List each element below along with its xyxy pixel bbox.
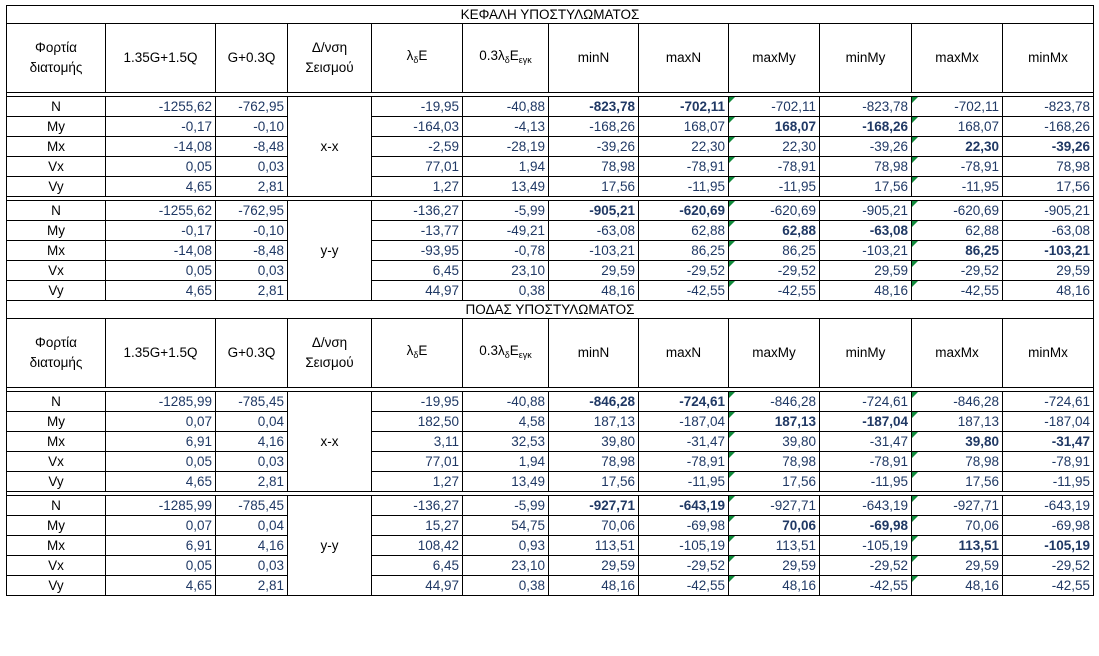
- value-cell: 86,25: [912, 241, 1003, 261]
- value-cell: -168,26: [549, 117, 639, 137]
- header-lambda-e: [372, 319, 463, 388]
- value-cell: -39,26: [549, 137, 639, 157]
- section-title-row: [7, 6, 1094, 24]
- value-cell: -187,04: [1003, 412, 1094, 432]
- table-row: [7, 261, 1094, 281]
- value-cell: 6,91: [106, 536, 216, 556]
- value-cell: 113,51: [912, 536, 1003, 556]
- value-cell: 0,07: [106, 412, 216, 432]
- value-cell: 4,65: [106, 177, 216, 197]
- value-cell: -927,71: [912, 496, 1003, 516]
- header-max-my: maxMy: [729, 319, 820, 388]
- value-cell: -927,71: [729, 496, 820, 516]
- value-cell: -78,91: [729, 157, 820, 177]
- value-cell: 48,16: [820, 281, 912, 301]
- header-lambda-pre: λ: [406, 343, 414, 358]
- value-cell: -620,69: [639, 201, 729, 221]
- row-label: Mx: [7, 432, 106, 452]
- value-cell: 17,56: [820, 177, 912, 197]
- direction-cell: x-x: [288, 392, 372, 492]
- value-cell: 23,10: [463, 556, 549, 576]
- row-label: Vx: [7, 261, 106, 281]
- value-cell: 86,25: [729, 241, 820, 261]
- value-cell: 29,59: [729, 556, 820, 576]
- value-cell: -63,08: [820, 221, 912, 241]
- value-cell: 6,91: [106, 432, 216, 452]
- value-cell: 17,56: [912, 472, 1003, 492]
- header-max-n: maxN: [639, 24, 729, 93]
- header-row: [7, 24, 1094, 93]
- value-cell: 2,81: [216, 177, 288, 197]
- value-cell: 39,80: [729, 432, 820, 452]
- value-cell: -724,61: [1003, 392, 1094, 412]
- header-direction-line1: Δ/νση: [311, 40, 348, 55]
- value-cell: -11,95: [912, 177, 1003, 197]
- value-cell: 1,94: [463, 157, 549, 177]
- row-label: N: [7, 496, 106, 516]
- header-lambda-sub: δ: [413, 350, 419, 360]
- value-cell: -69,98: [820, 516, 912, 536]
- value-cell: -11,95: [639, 472, 729, 492]
- row-label: N: [7, 392, 106, 412]
- value-cell: 77,01: [372, 157, 463, 177]
- value-cell: -620,69: [729, 201, 820, 221]
- row-label: Vx: [7, 556, 106, 576]
- value-cell: -1255,62: [106, 201, 216, 221]
- value-cell: 168,07: [912, 117, 1003, 137]
- value-cell: 1,27: [372, 177, 463, 197]
- value-cell: -103,21: [549, 241, 639, 261]
- table-row: [7, 117, 1094, 137]
- value-cell: -11,95: [639, 177, 729, 197]
- value-cell: -8,48: [216, 137, 288, 157]
- row-label: Vy: [7, 576, 106, 596]
- header-min-mx: minMx: [1003, 319, 1094, 388]
- value-cell: 168,07: [639, 117, 729, 137]
- header-direction: [288, 319, 372, 388]
- value-cell: -19,95: [372, 392, 463, 412]
- direction-cell: x-x: [288, 97, 372, 197]
- table-row: [7, 157, 1094, 177]
- value-cell: -42,55: [639, 576, 729, 596]
- header-ortho-sub: δ: [504, 350, 510, 360]
- row-label: Vy: [7, 472, 106, 492]
- value-cell: -785,45: [216, 392, 288, 412]
- header-max-mx: maxMx: [912, 24, 1003, 93]
- value-cell: 78,98: [1003, 157, 1094, 177]
- value-cell: -78,91: [912, 157, 1003, 177]
- value-cell: -40,88: [463, 97, 549, 117]
- value-cell: -702,11: [729, 97, 820, 117]
- value-cell: -0,17: [106, 117, 216, 137]
- value-cell: -5,99: [463, 201, 549, 221]
- row-label: My: [7, 412, 106, 432]
- header-combo-seismic: G+0.3Q: [216, 319, 288, 388]
- header-loads-line1: Φορτία: [35, 40, 77, 55]
- header-ortho-sub: δ: [504, 55, 510, 65]
- value-cell: -63,08: [549, 221, 639, 241]
- header-min-my: minMy: [820, 24, 912, 93]
- value-cell: -105,19: [820, 536, 912, 556]
- value-cell: -29,52: [729, 261, 820, 281]
- section-title-row: [7, 301, 1094, 319]
- value-cell: -39,26: [1003, 137, 1094, 157]
- value-cell: 0,03: [216, 556, 288, 576]
- value-cell: -724,61: [820, 392, 912, 412]
- header-ortho-post: E: [509, 48, 519, 63]
- value-cell: -69,98: [1003, 516, 1094, 536]
- value-cell: -63,08: [1003, 221, 1094, 241]
- value-cell: 187,13: [549, 412, 639, 432]
- value-cell: -31,47: [820, 432, 912, 452]
- value-cell: 4,65: [106, 281, 216, 301]
- value-cell: -927,71: [549, 496, 639, 516]
- header-ortho-sub2: εγκ: [518, 55, 532, 65]
- value-cell: -42,55: [1003, 576, 1094, 596]
- value-cell: -846,28: [912, 392, 1003, 412]
- header-max-mx: maxMx: [912, 319, 1003, 388]
- value-cell: -620,69: [912, 201, 1003, 221]
- header-combo-uls: 1.35G+1.5Q: [106, 319, 216, 388]
- table-row: [7, 221, 1094, 241]
- header-lambda-e-ortho: [463, 24, 549, 93]
- value-cell: 113,51: [729, 536, 820, 556]
- value-cell: 17,56: [549, 472, 639, 492]
- value-cell: 62,88: [639, 221, 729, 241]
- header-max-my: maxMy: [729, 24, 820, 93]
- value-cell: 4,65: [106, 576, 216, 596]
- value-cell: 0,04: [216, 412, 288, 432]
- value-cell: -2,59: [372, 137, 463, 157]
- value-cell: 6,45: [372, 556, 463, 576]
- value-cell: -823,78: [1003, 97, 1094, 117]
- table-row: [7, 281, 1094, 301]
- header-direction: [288, 24, 372, 93]
- value-cell: 13,49: [463, 472, 549, 492]
- value-cell: -8,48: [216, 241, 288, 261]
- value-cell: 2,81: [216, 472, 288, 492]
- value-cell: 23,10: [463, 261, 549, 281]
- value-cell: -702,11: [912, 97, 1003, 117]
- value-cell: 187,13: [729, 412, 820, 432]
- value-cell: -643,19: [820, 496, 912, 516]
- value-cell: 0,93: [463, 536, 549, 556]
- row-label: Vx: [7, 452, 106, 472]
- value-cell: 62,88: [729, 221, 820, 241]
- value-cell: 78,98: [549, 157, 639, 177]
- value-cell: -0,78: [463, 241, 549, 261]
- direction-cell: y-y: [288, 201, 372, 301]
- value-cell: -823,78: [820, 97, 912, 117]
- value-cell: 22,30: [912, 137, 1003, 157]
- value-cell: -42,55: [912, 281, 1003, 301]
- value-cell: -93,95: [372, 241, 463, 261]
- value-cell: -105,19: [639, 536, 729, 556]
- value-cell: -29,52: [639, 556, 729, 576]
- value-cell: 2,81: [216, 281, 288, 301]
- value-cell: -905,21: [549, 201, 639, 221]
- value-cell: 29,59: [1003, 261, 1094, 281]
- value-cell: -187,04: [639, 412, 729, 432]
- value-cell: 86,25: [639, 241, 729, 261]
- header-combo-uls: 1.35G+1.5Q: [106, 24, 216, 93]
- header-lambda-sub: δ: [413, 55, 419, 65]
- value-cell: -105,19: [1003, 536, 1094, 556]
- value-cell: -168,26: [820, 117, 912, 137]
- value-cell: 48,16: [549, 281, 639, 301]
- header-min-mx: minMx: [1003, 24, 1094, 93]
- value-cell: 0,05: [106, 556, 216, 576]
- value-cell: -42,55: [729, 281, 820, 301]
- value-cell: 29,59: [549, 556, 639, 576]
- value-cell: 44,97: [372, 576, 463, 596]
- value-cell: -29,52: [639, 261, 729, 281]
- value-cell: 0,05: [106, 452, 216, 472]
- table-row: [7, 201, 1094, 221]
- header-max-n: maxN: [639, 319, 729, 388]
- row-label: N: [7, 201, 106, 221]
- load-combinations-table: [6, 5, 1094, 596]
- row-label: Vy: [7, 281, 106, 301]
- header-lambda-e-ortho: [463, 319, 549, 388]
- value-cell: 15,27: [372, 516, 463, 536]
- value-cell: -78,91: [639, 452, 729, 472]
- section-title: ΠΟΔΑΣ ΥΠΟΣΤΥΛΩΜΑΤΟΣ: [7, 301, 1094, 319]
- header-ortho-pre: 0.3λ: [479, 343, 505, 358]
- value-cell: -28,19: [463, 137, 549, 157]
- value-cell: 4,16: [216, 432, 288, 452]
- value-cell: 78,98: [820, 157, 912, 177]
- value-cell: -0,10: [216, 117, 288, 137]
- value-cell: 48,16: [729, 576, 820, 596]
- value-cell: -11,95: [729, 177, 820, 197]
- header-row: [7, 319, 1094, 388]
- header-loads-line1: Φορτία: [35, 335, 77, 350]
- value-cell: 70,06: [912, 516, 1003, 536]
- value-cell: -14,08: [106, 241, 216, 261]
- value-cell: -29,52: [820, 556, 912, 576]
- value-cell: 0,03: [216, 261, 288, 281]
- row-label: Vy: [7, 177, 106, 197]
- value-cell: -42,55: [820, 576, 912, 596]
- value-cell: -4,13: [463, 117, 549, 137]
- header-min-n: minN: [549, 319, 639, 388]
- row-label: Vx: [7, 157, 106, 177]
- value-cell: 70,06: [549, 516, 639, 536]
- row-label: My: [7, 516, 106, 536]
- value-cell: 1,94: [463, 452, 549, 472]
- value-cell: -846,28: [549, 392, 639, 412]
- row-label: N: [7, 97, 106, 117]
- value-cell: -39,26: [820, 137, 912, 157]
- value-cell: 0,07: [106, 516, 216, 536]
- value-cell: 78,98: [912, 452, 1003, 472]
- value-cell: -29,52: [1003, 556, 1094, 576]
- table-row: [7, 412, 1094, 432]
- value-cell: 3,11: [372, 432, 463, 452]
- header-ortho-post: E: [509, 343, 519, 358]
- value-cell: -643,19: [639, 496, 729, 516]
- header-ortho-pre: 0.3λ: [479, 48, 505, 63]
- header-loads: [7, 24, 106, 93]
- header-direction-line2: Σεισμού: [305, 60, 354, 75]
- value-cell: 2,81: [216, 576, 288, 596]
- value-cell: -136,27: [372, 201, 463, 221]
- value-cell: -11,95: [1003, 472, 1094, 492]
- row-label: My: [7, 117, 106, 137]
- value-cell: -846,28: [729, 392, 820, 412]
- table-row: [7, 392, 1094, 412]
- value-cell: -168,26: [1003, 117, 1094, 137]
- value-cell: 108,42: [372, 536, 463, 556]
- table-row: [7, 137, 1094, 157]
- header-lambda-post: E: [418, 48, 428, 63]
- value-cell: 29,59: [549, 261, 639, 281]
- value-cell: 0,38: [463, 576, 549, 596]
- header-combo-seismic: G+0.3Q: [216, 24, 288, 93]
- row-label: Mx: [7, 241, 106, 261]
- table-row: [7, 516, 1094, 536]
- row-label: Mx: [7, 137, 106, 157]
- value-cell: 168,07: [729, 117, 820, 137]
- value-cell: 78,98: [729, 452, 820, 472]
- value-cell: -0,17: [106, 221, 216, 241]
- row-label: Mx: [7, 536, 106, 556]
- row-label: My: [7, 221, 106, 241]
- value-cell: -78,91: [639, 157, 729, 177]
- header-loads: [7, 319, 106, 388]
- value-cell: -187,04: [820, 412, 912, 432]
- value-cell: 4,58: [463, 412, 549, 432]
- value-cell: 54,75: [463, 516, 549, 536]
- value-cell: -31,47: [1003, 432, 1094, 452]
- value-cell: 22,30: [639, 137, 729, 157]
- table-row: [7, 472, 1094, 492]
- value-cell: 113,51: [549, 536, 639, 556]
- value-cell: -1285,99: [106, 392, 216, 412]
- value-cell: 0,04: [216, 516, 288, 536]
- value-cell: -0,10: [216, 221, 288, 241]
- table-row: [7, 536, 1094, 556]
- value-cell: -762,95: [216, 201, 288, 221]
- value-cell: -164,03: [372, 117, 463, 137]
- value-cell: 29,59: [820, 261, 912, 281]
- value-cell: 187,13: [912, 412, 1003, 432]
- value-cell: 6,45: [372, 261, 463, 281]
- value-cell: 48,16: [912, 576, 1003, 596]
- value-cell: 4,16: [216, 536, 288, 556]
- header-min-n: minN: [549, 24, 639, 93]
- value-cell: 0,05: [106, 261, 216, 281]
- value-cell: 17,56: [729, 472, 820, 492]
- header-ortho-sub2: εγκ: [518, 350, 532, 360]
- value-cell: 17,56: [1003, 177, 1094, 197]
- value-cell: -702,11: [639, 97, 729, 117]
- value-cell: -78,91: [1003, 452, 1094, 472]
- header-loads-line2: διατομής: [29, 60, 83, 75]
- header-lambda-post: E: [418, 343, 428, 358]
- value-cell: 1,27: [372, 472, 463, 492]
- value-cell: 17,56: [549, 177, 639, 197]
- value-cell: -1255,62: [106, 97, 216, 117]
- value-cell: 32,53: [463, 432, 549, 452]
- value-cell: -103,21: [820, 241, 912, 261]
- value-cell: -103,21: [1003, 241, 1094, 261]
- value-cell: -69,98: [639, 516, 729, 536]
- table-row: [7, 576, 1094, 596]
- value-cell: 44,97: [372, 281, 463, 301]
- table-row: [7, 496, 1094, 516]
- value-cell: 0,03: [216, 157, 288, 177]
- header-direction-line2: Σεισμού: [305, 355, 354, 370]
- value-cell: 182,50: [372, 412, 463, 432]
- table-row: [7, 241, 1094, 261]
- value-cell: -78,91: [820, 452, 912, 472]
- value-cell: -724,61: [639, 392, 729, 412]
- table-row: [7, 177, 1094, 197]
- table-row: [7, 452, 1094, 472]
- table-row: [7, 432, 1094, 452]
- value-cell: 62,88: [912, 221, 1003, 241]
- value-cell: 70,06: [729, 516, 820, 536]
- value-cell: 77,01: [372, 452, 463, 472]
- value-cell: -29,52: [912, 261, 1003, 281]
- value-cell: 0,03: [216, 452, 288, 472]
- value-cell: 39,80: [912, 432, 1003, 452]
- value-cell: -785,45: [216, 496, 288, 516]
- header-direction-line1: Δ/νση: [311, 335, 348, 350]
- value-cell: 0,38: [463, 281, 549, 301]
- value-cell: -823,78: [549, 97, 639, 117]
- value-cell: -762,95: [216, 97, 288, 117]
- direction-cell: y-y: [288, 496, 372, 596]
- value-cell: -14,08: [106, 137, 216, 157]
- table-row: [7, 97, 1094, 117]
- value-cell: -40,88: [463, 392, 549, 412]
- value-cell: -905,21: [1003, 201, 1094, 221]
- value-cell: -13,77: [372, 221, 463, 241]
- value-cell: 39,80: [549, 432, 639, 452]
- value-cell: 48,16: [1003, 281, 1094, 301]
- header-min-my: minMy: [820, 319, 912, 388]
- value-cell: -49,21: [463, 221, 549, 241]
- header-loads-line2: διατομής: [29, 355, 83, 370]
- value-cell: -1285,99: [106, 496, 216, 516]
- value-cell: 4,65: [106, 472, 216, 492]
- value-cell: -31,47: [639, 432, 729, 452]
- value-cell: -905,21: [820, 201, 912, 221]
- value-cell: -5,99: [463, 496, 549, 516]
- value-cell: 29,59: [912, 556, 1003, 576]
- value-cell: -11,95: [820, 472, 912, 492]
- section-title: ΚΕΦΑΛΗ ΥΠΟΣΤΥΛΩΜΑΤΟΣ: [7, 6, 1094, 24]
- header-lambda-e: [372, 24, 463, 93]
- value-cell: 22,30: [729, 137, 820, 157]
- value-cell: -42,55: [639, 281, 729, 301]
- table-row: [7, 556, 1094, 576]
- value-cell: 48,16: [549, 576, 639, 596]
- value-cell: 0,05: [106, 157, 216, 177]
- value-cell: 78,98: [549, 452, 639, 472]
- value-cell: -19,95: [372, 97, 463, 117]
- value-cell: -643,19: [1003, 496, 1094, 516]
- value-cell: 13,49: [463, 177, 549, 197]
- header-lambda-pre: λ: [406, 48, 414, 63]
- value-cell: -136,27: [372, 496, 463, 516]
